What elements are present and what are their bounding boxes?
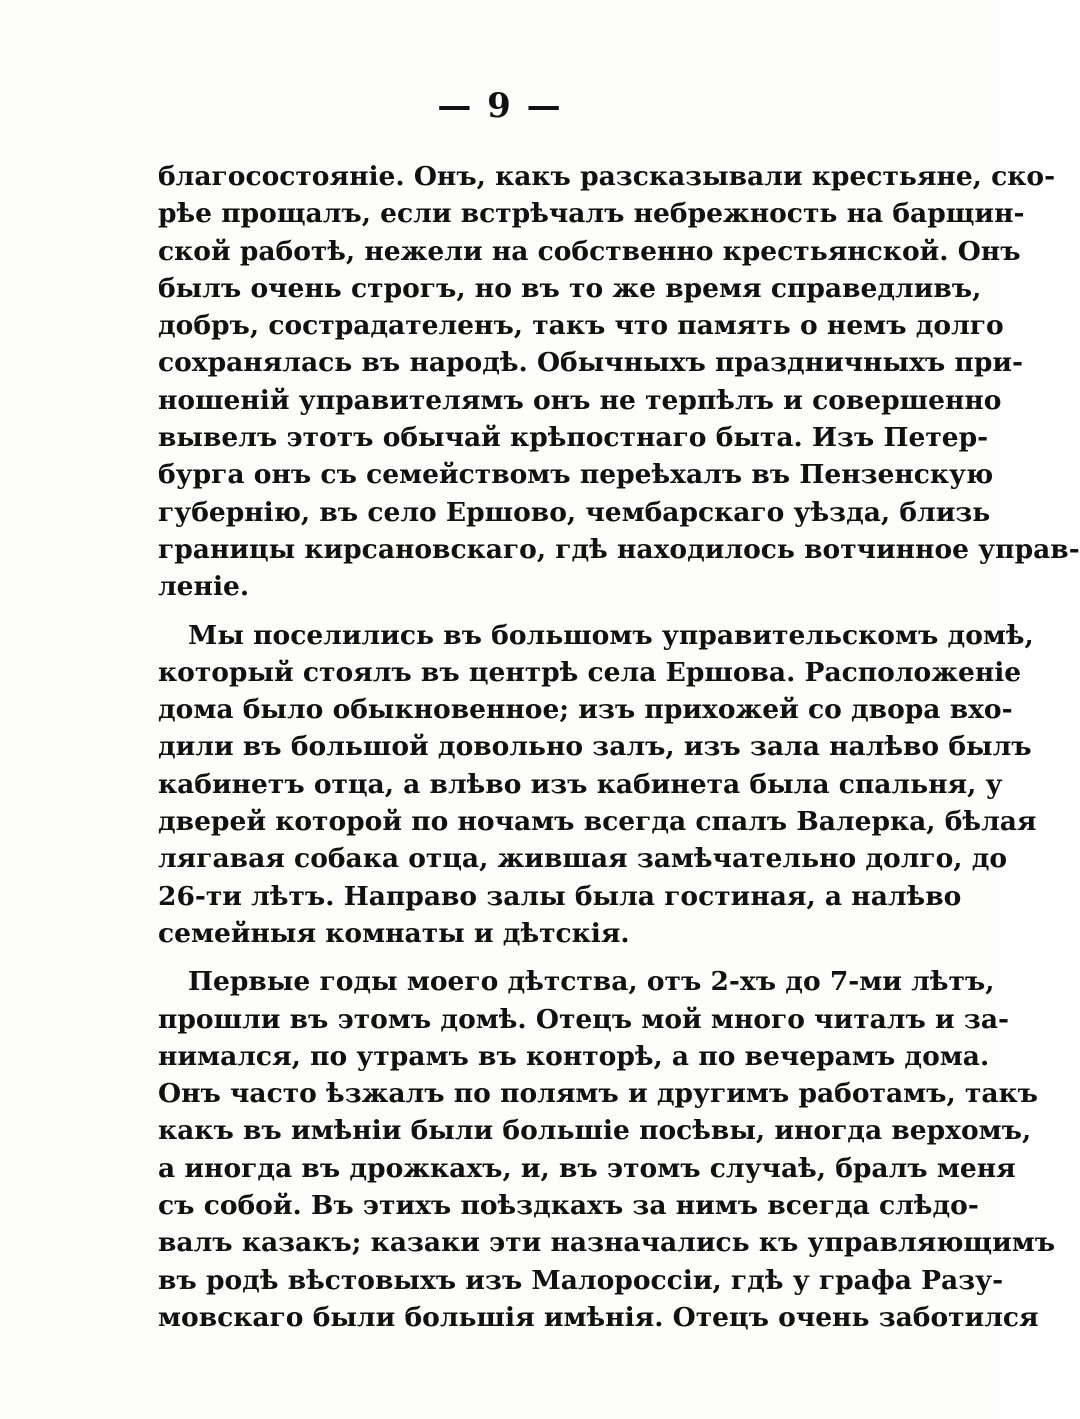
text-line: ношеній управителямъ онъ не терпѣлъ и совершенно	[158, 384, 1002, 416]
text-line: въ родѣ вѣстовыхъ изъ Малороссіи, гдѣ у графа Разу-	[158, 1264, 1004, 1296]
text-line: семейныя комнаты и дѣтскія.	[158, 917, 630, 949]
text-line: а иногда въ дрожкахъ, и, въ этомъ случаѣ, бралъ меня	[158, 1152, 1016, 1184]
text-line: кабинетъ отца, а влѣво изъ кабинета была спальня, у	[158, 768, 1003, 800]
text-line: дома было обыкновенное; изъ прихожей со двора вхо-	[158, 694, 1013, 726]
text-line: рѣе прощалъ, если встрѣчалъ небрежность на барщин-	[158, 198, 1025, 230]
text-line: дили въ большой довольно залъ, изъ зала налѣво былъ	[158, 731, 1032, 763]
text-line: прошли въ этомъ домѣ. Отецъ мой много читалъ и за-	[158, 1003, 1010, 1035]
page-number: — 9 —	[437, 86, 563, 126]
paragraph	[158, 617, 1037, 953]
paragraph-gap	[158, 952, 890, 963]
text-line: сохранялась въ народѣ. Обычныхъ праздничныхъ при-	[158, 347, 1024, 379]
text-line: бурга онъ съ семействомъ переѣхалъ въ Пензенскую	[158, 459, 994, 491]
text-line: леніе.	[158, 571, 250, 603]
paragraph	[158, 158, 1080, 606]
text-line: былъ очень строгъ, но въ то же время справедливъ,	[158, 272, 982, 304]
text-line: Первые годы моего дѣтства, отъ 2-хъ до 7-ми лѣтъ,	[188, 966, 995, 998]
text-line: границы кирсановскаго, гдѣ находилось вотчинное управ-	[158, 533, 1080, 565]
text-line: Онъ часто ѣзжалъ по полямъ и другимъ работамъ, такъ	[158, 1078, 1038, 1110]
text-line: съ собой. Въ этихъ поѣздкахъ за нимъ всегда слѣдо-	[158, 1190, 979, 1222]
text-line: какъ въ имѣніи были большіе посѣвы, иногда верхомъ,	[158, 1115, 1032, 1147]
text-line: добръ, сострадателенъ, такъ что память о немъ долго	[158, 310, 1004, 342]
text-line: 26-ти лѣтъ. Направо залы была гостиная, а налѣво	[158, 880, 962, 912]
paragraph	[158, 963, 1056, 1336]
text-line: мовскаго были большія имѣнія. Отецъ очень заботился	[158, 1301, 1039, 1333]
text-line: лягавая собака отца, жившая замѣчательно долго, до	[158, 843, 1008, 875]
paragraph-gap	[158, 606, 890, 617]
text-line: дверей которой по ночамъ всегда спалъ Валерка, бѣлая	[158, 806, 1037, 838]
body-text	[158, 158, 1080, 1336]
text-line: благосостояніе. Онъ, какъ разсказывали крестьяне, ско-	[158, 161, 1056, 192]
text-line: нимался, по утрамъ въ конторѣ, а по вечерамъ дома.	[158, 1040, 990, 1072]
text-line: Мы поселились въ большомъ управительскомъ домѣ,	[188, 619, 1034, 651]
text-line: ской работѣ, нежели на собственно крестьянской. Онъ	[158, 235, 1021, 267]
text-line: который стоялъ въ центрѣ села Ершова. Расположеніе	[158, 656, 1022, 688]
text-line: валъ казакъ; казаки эти назначались къ управляющимъ	[158, 1227, 1056, 1259]
text-line: губернію, въ село Ершово, чембарскаго уѣзда, близь	[158, 496, 991, 528]
text-line: вывелъ этотъ обычай крѣпостнаго быта. Изъ Петер-	[158, 422, 989, 454]
